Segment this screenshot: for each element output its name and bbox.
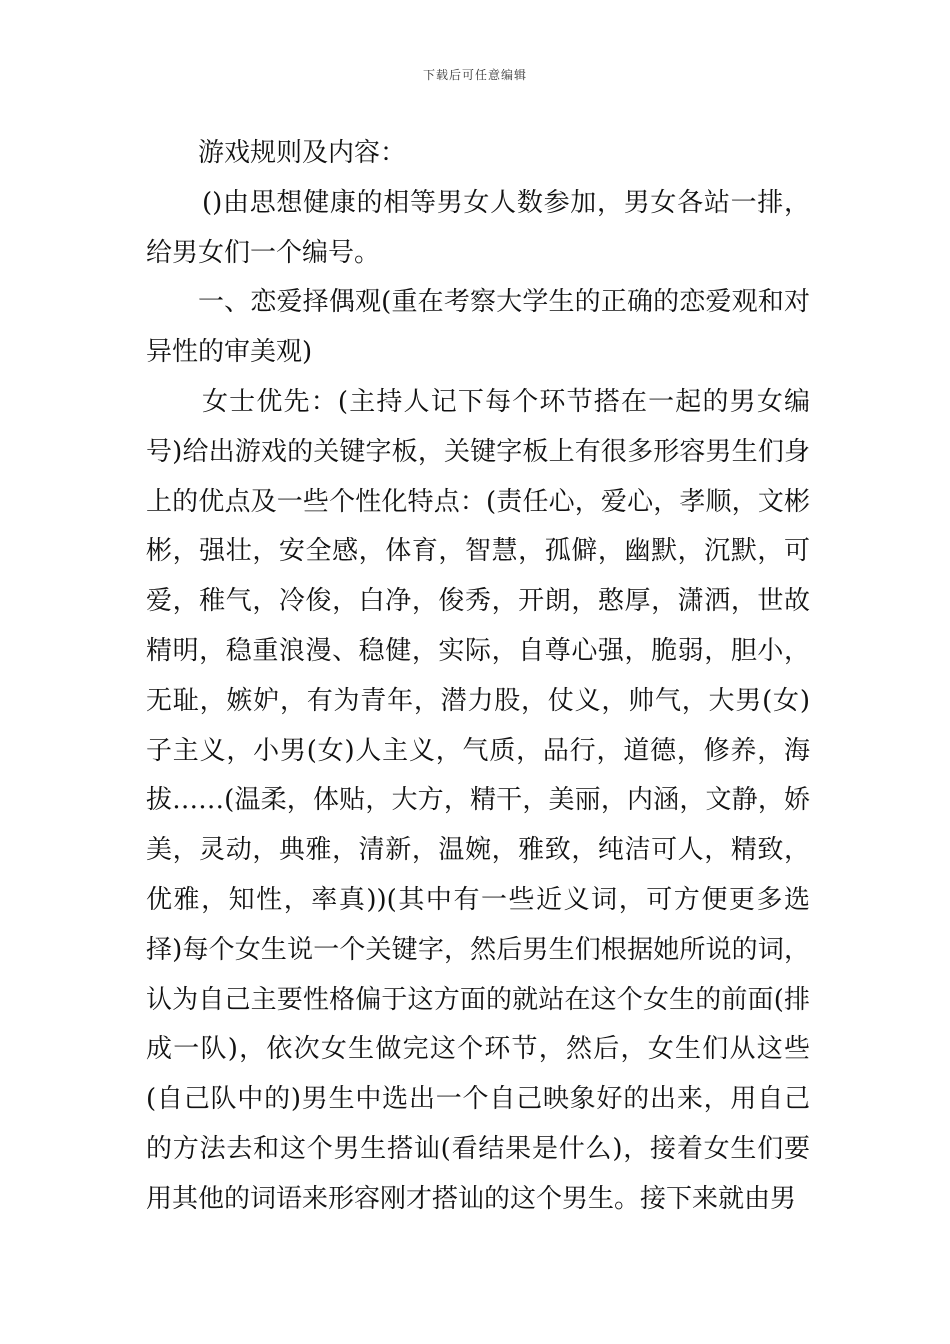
document-body: [146, 129, 810, 1225]
paragraph-section-one: 一、恋爱择偶观(重在考察大学生的正确的恋爱观和对异性的审美观): [146, 287, 810, 368]
paragraph-rules-title: 游戏规则及内容：: [198, 138, 407, 168]
page-header: 下载后可任意编辑: [422, 68, 527, 82]
paragraph-participants: ()由思想健康的相等男女人数参加，男女各站一排，给男女们一个编号。: [146, 187, 810, 268]
paragraph-ladies-first: 女士优先：(主持人记下每个环节搭在一起的男女编号)给出游戏的关键字板，关键字板上有很多形容男生们身上的优点及一些个性化特点：(责任心，爱心，孝顺，文彬彬，强壮，安全感，体育，智慧，孤僻，幽默，沉默，可爱，稚气，冷俊，白净，俊秀，开朗，憨厚，潇洒，世故精明，稳重浪漫、稳健，实际，自尊心强，脆弱，胆小，无耻，嫉妒，有为青年，潜力股，仗义，帅气，大男(女)子主义，小男(女)人主义，气质，品行，道德，修养，海拔……(温柔，体贴，大方，精干，美丽，内涵，文静，娇美，灵动，典雅，清新，温婉，雅致，纯洁可人，精致，优雅，知性，率真))(其中有一些近义词，可方便更多选择)每个女生说一个关键字，然后男生们根据她所说的词，认为自己主要性格偏于这方面的就站在这个女生的前面(排成一队)，依次女生做完这个环节，然后，女生们从这些(自己队中的)男生中选出一个自己映象好的出来，用自己的方法去和这个男生搭讪(看结果是什么)，接着女生们要用其他的词语来形容刚才搭讪的这个男生。接下来就由男: [146, 386, 810, 1214]
